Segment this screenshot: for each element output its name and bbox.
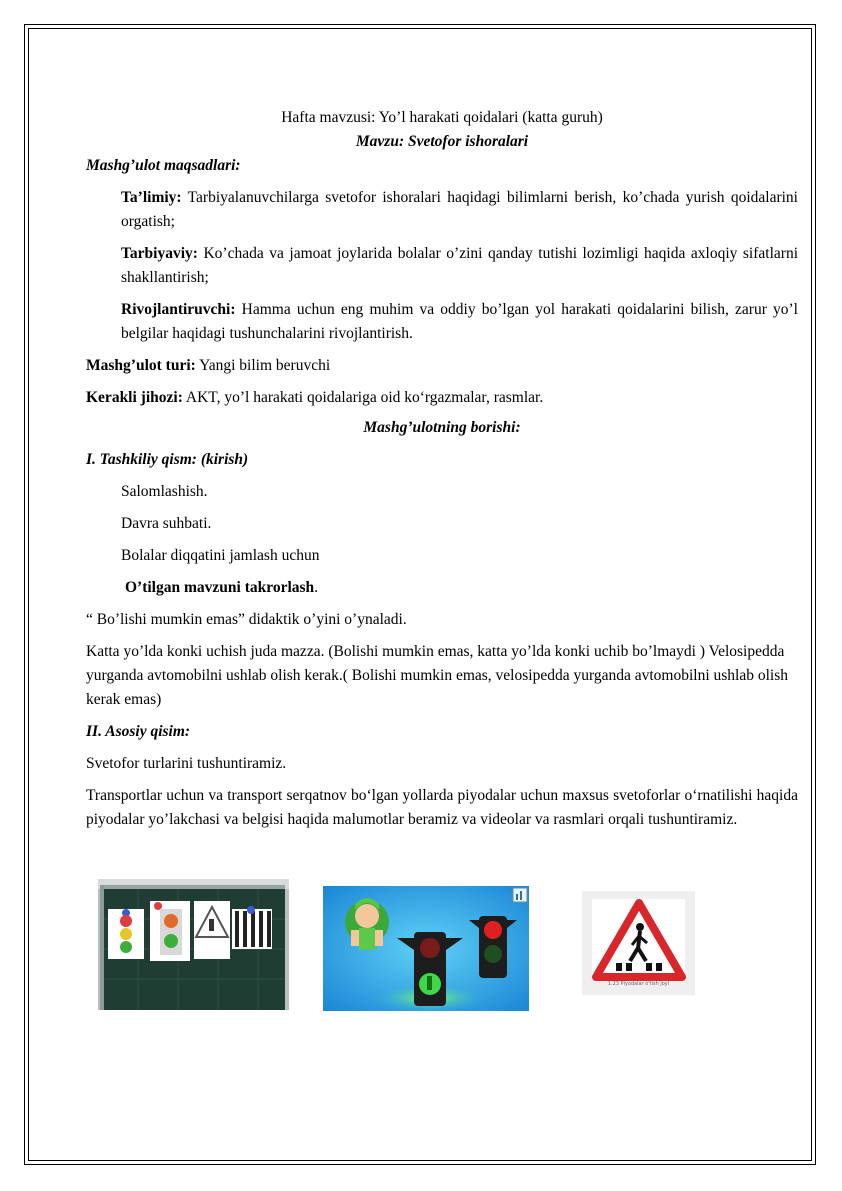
board-photo-image <box>98 879 289 1010</box>
part1-review-tail: . <box>314 579 319 596</box>
goal-developmental-label: Rivojlantiruvchi: <box>121 301 236 318</box>
lesson-type-label: Mashg’ulot turi: <box>86 357 196 374</box>
equipment <box>86 386 798 410</box>
part1-item: Salomlashish. <box>121 483 208 500</box>
sign-caption: 1.23 Piyodalar o'tish joyi <box>607 981 670 987</box>
lesson-type-value: Yangi bilim beruvchi <box>195 357 331 374</box>
part1-game-text: Katta yo’lda konki uchish juda mazza. (Bolishi mumkin emas, katta yo’lda konki uchib bo’lmaydi ) Velosipedda yurganda avtomobilni ushlab olish kerak.( Bolishi mumkin emas, velosipedda yurganda avtomobilni ushlab olish kerak emas) <box>86 643 789 708</box>
equipment-value: AKT, yo’l harakati qoidalariga oid ko‘rgazmalar, rasmlar. <box>182 389 544 406</box>
week-theme: Hafta mavzusi: Yo’l harakati qoidalari (katta guruh) <box>281 109 603 126</box>
part1-heading: I. Tashkiliy qism: (kirish) <box>86 451 249 468</box>
document-body <box>86 106 798 832</box>
goal-developmental <box>86 298 798 346</box>
goals-heading: Mashg’ulot maqsadlari: <box>86 157 241 174</box>
goal-educational <box>86 186 798 234</box>
pedestrian-crossing-sign-image <box>582 891 695 995</box>
equipment-label: Kerakli jihozi: <box>86 389 183 406</box>
part1-item: Bolalar diqqatini jamlash uchun <box>121 547 320 564</box>
topic-title: Mavzu: Svetofor ishoralari <box>355 133 529 150</box>
goal-educational-text: Tarbiyalanuvchilarga svetofor ishoralari haqidagi bilimlarni berish, ko’chada yurish qoidalarini orgatish; <box>121 189 798 230</box>
goal-upbringing <box>86 242 798 290</box>
part2-heading: II. Asosiy qisim: <box>86 723 191 740</box>
traffic-lights-illustration-image <box>323 886 529 1011</box>
part1-item: Davra suhbati. <box>121 515 212 532</box>
lesson-type <box>86 354 798 378</box>
part1-review <box>86 576 798 600</box>
part1-review-bold: O’tilgan mavzuni takrorlash <box>125 579 315 596</box>
goal-upbringing-label: Tarbiyaviy: <box>121 245 198 262</box>
progress-heading: Mashg’ulotning borishi: <box>363 419 521 436</box>
goal-upbringing-text: Ko’chada va jamoat joylarida bolalar o’zini qanday tutishi lozimligi haqida axloqiy sifatlarni shakllantirish; <box>121 245 798 286</box>
part2-line2: Transportlar uchun va transport serqatnov bo‘lgan yollarda piyodalar uchun maxsus svetoforlar o‘rnatilishi haqida piyodalar yo’lakchasi va belgisi haqida malumotlar beramiz va videolar va rasmlari orqali tushuntiramiz. <box>86 787 798 828</box>
part2-line1: Svetofor turlarini tushuntiramiz. <box>86 755 287 772</box>
goal-educational-label: Ta’limiy: <box>121 189 182 206</box>
goal-developmental-text: Hamma uchun eng muhim va oddiy bo’lgan yol harakati qoidalarini bilish, zarur yo’l belgilar haqidagi tushunchalarini rivojlantirish. <box>121 301 798 342</box>
part1-game: “ Bo’lishi mumkin emas” didaktik o’yini o’ynaladi. <box>86 611 407 628</box>
